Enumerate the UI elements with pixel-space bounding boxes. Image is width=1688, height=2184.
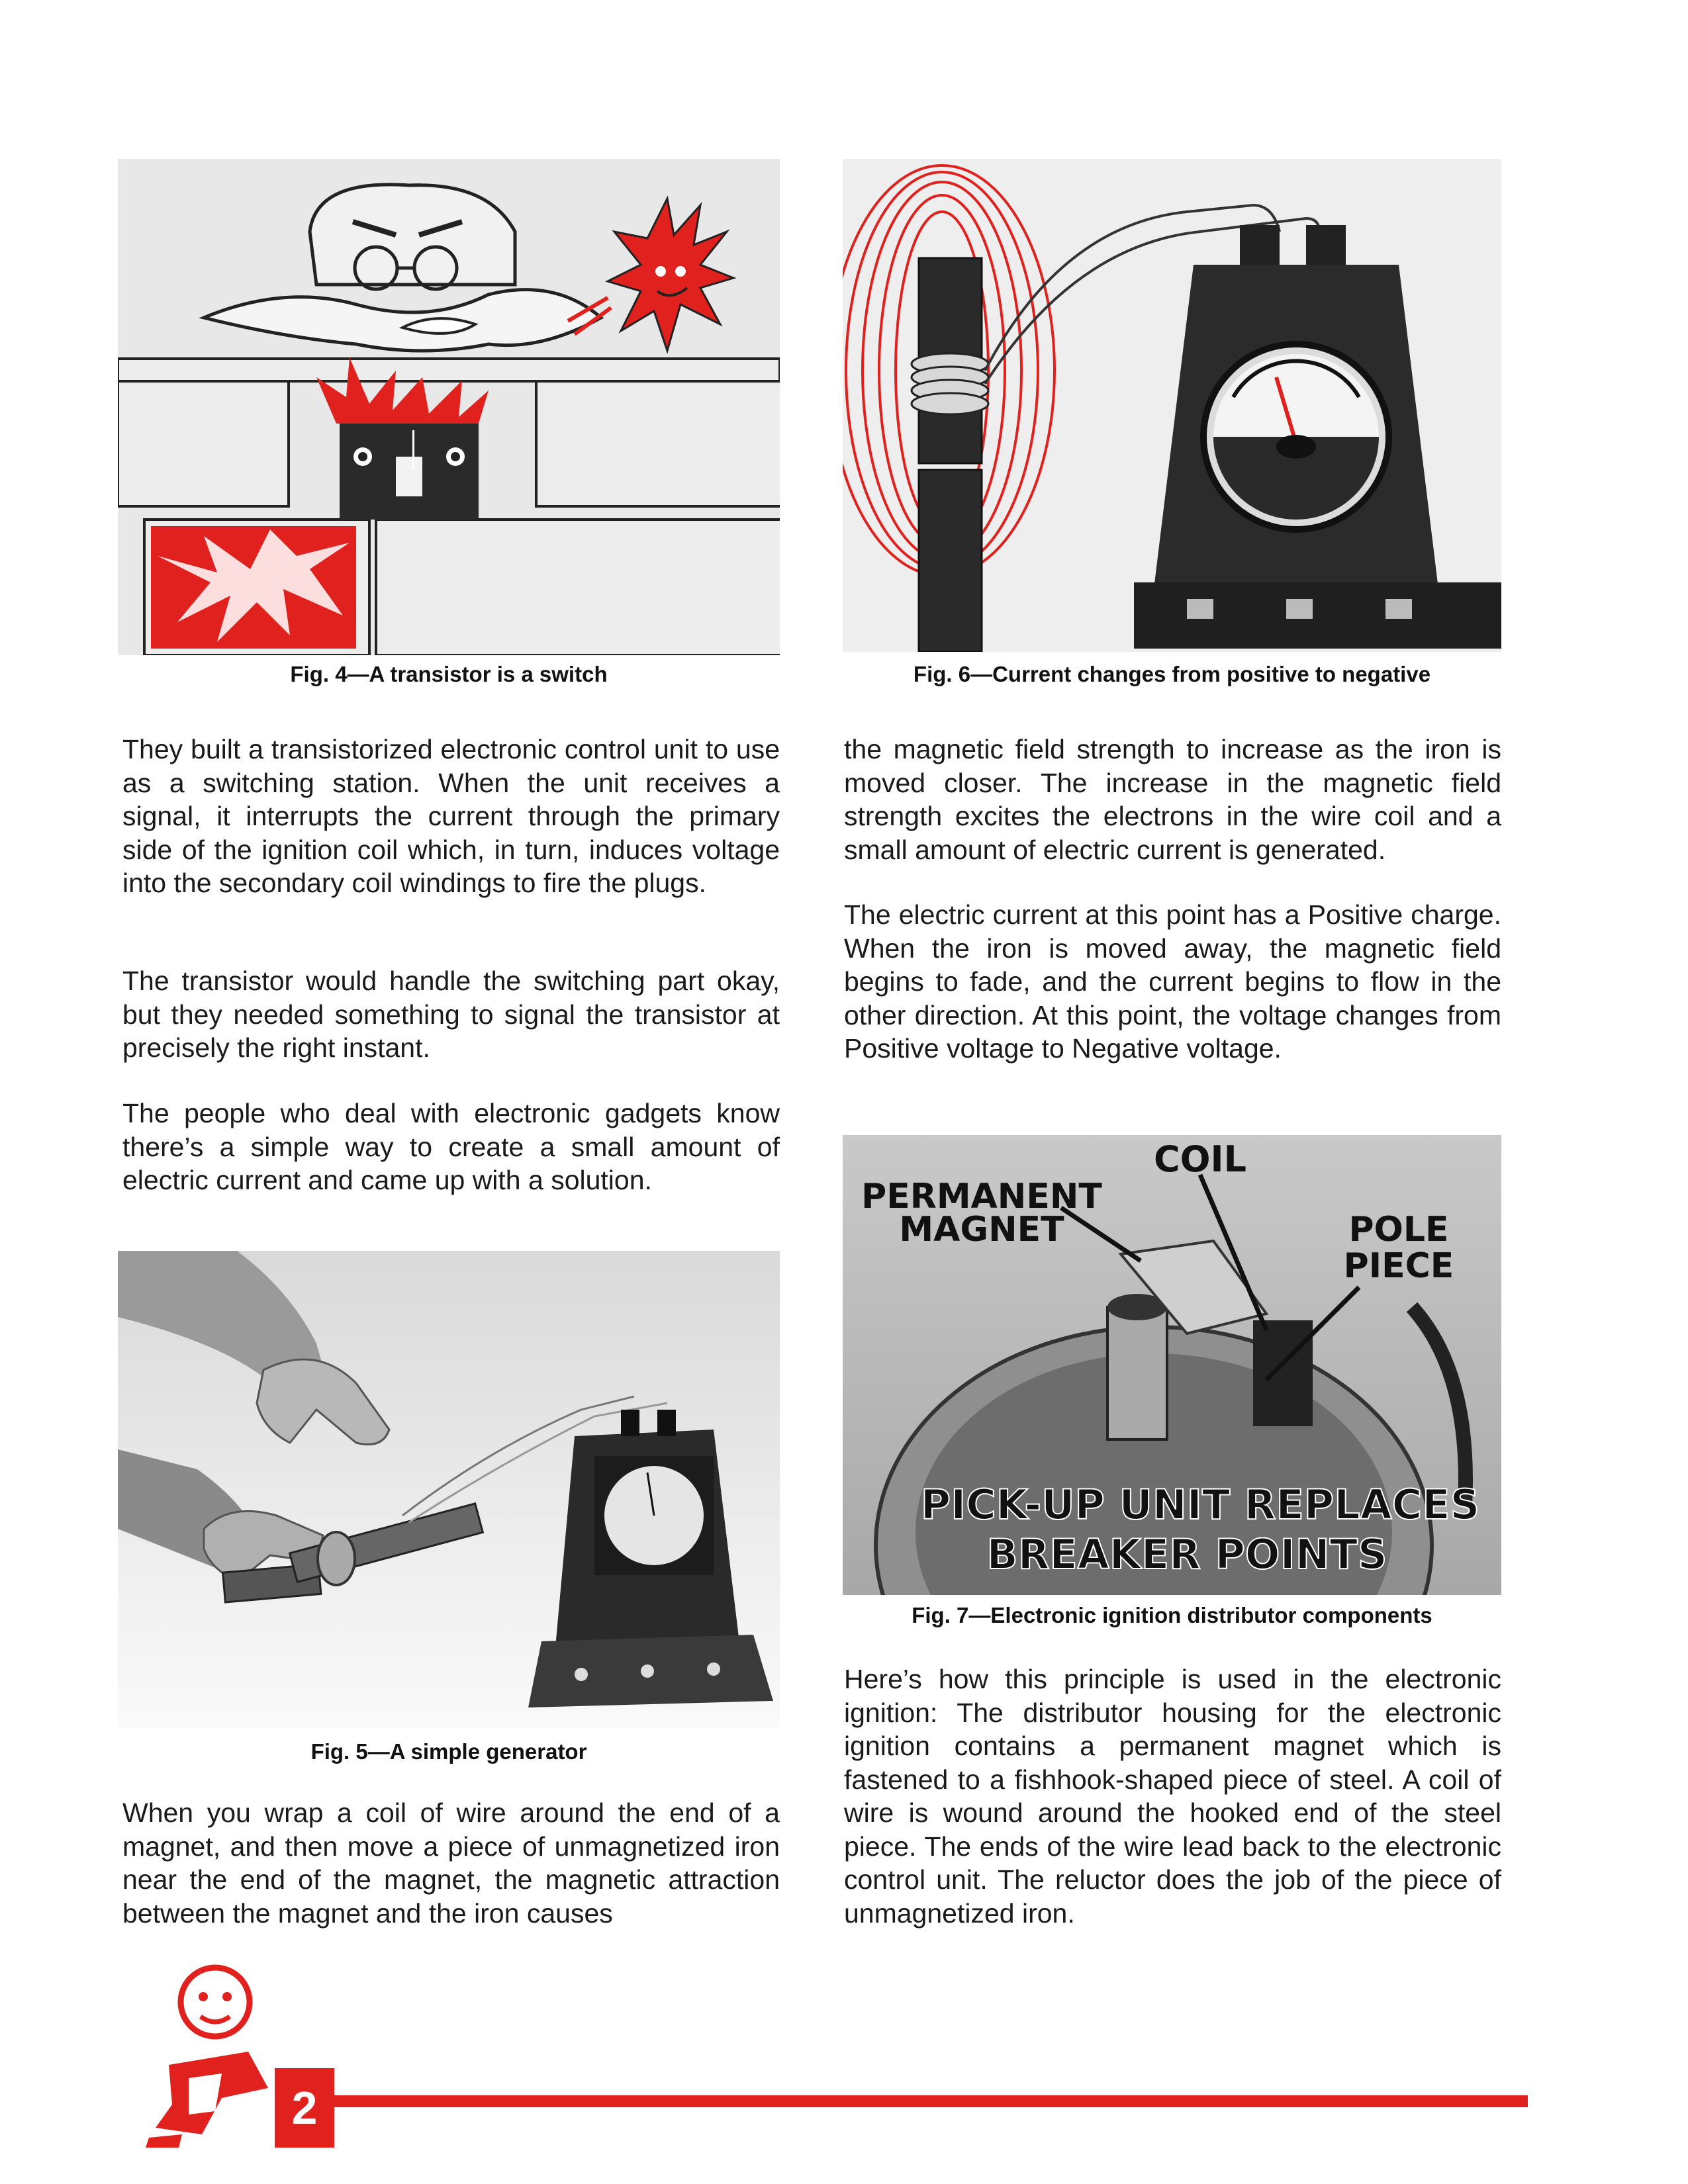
fig6-diagram — [843, 159, 1501, 652]
fig5-scene — [118, 1251, 780, 1727]
fig7-banner-line2: BREAKER POINTS — [986, 1530, 1387, 1578]
fig7-label-permanent: PERMANENT — [861, 1177, 1102, 1216]
left-paragraph-3: The people who deal with electronic gadgets know there’s a simple way to create a small amount of electric current and came up with a solution. — [122, 1098, 780, 1195]
fig5-photo — [118, 1251, 780, 1727]
fig7-banner-line1: PICK-UP UNIT REPLACES — [920, 1480, 1480, 1529]
fig7-label-piece: PIECE — [1343, 1246, 1454, 1286]
left-paragraph-4: When you wrap a coil of wire around the end of a magnet, and then move a piece of unmagnetized iron near the end of the magnet, the magnetic attraction between the magnet and the iron causes — [122, 1797, 780, 1929]
left-paragraph-1: They built a transistorized electronic control unit to use as a switching station. When the unit receives a signal, it interrupts the current through the primary side of the ignition coil which, in turn, induces voltage into the secondary coil windings to fire the plugs. — [122, 734, 780, 898]
fig4-caption: Fig. 4—A transistor is a switch — [290, 662, 608, 686]
fig7-label-magnet: MAGNET — [899, 1210, 1064, 1250]
left-paragraph-2: The transistor would handle the switching part okay, but they needed something to signal the transistor at precisely the right instant. — [122, 966, 780, 1063]
page-number: 2 — [291, 2082, 318, 2134]
fig7-scene — [843, 1135, 1501, 1595]
fig7-photo — [843, 1135, 1501, 1595]
footer-rule — [334, 2095, 1528, 2107]
right-paragraph-2: The electric current at this point has a Positive charge. When the iron is moved away, the magnetic field begins to fade, and the current begins to flow in the other direction. At this point, the voltage changes from Positive voltage to Negative voltage. — [844, 899, 1501, 1064]
right-paragraph-1: the magnetic field strength to increase as the iron is moved closer. The increase in the magnetic field strength excites the electrons in the wire coil and a small amount of electric current is generated. — [844, 734, 1501, 865]
fig4-illustration — [118, 159, 780, 655]
fig6-illustration — [843, 159, 1501, 652]
fig6-caption: Fig. 6—Current changes from positive to negative — [913, 662, 1431, 686]
fig5-caption: Fig. 5—A simple generator — [310, 1739, 587, 1764]
fig7-label-coil: COIL — [1153, 1138, 1247, 1180]
fig7-label-pole: POLE — [1348, 1210, 1449, 1250]
right-paragraph-3: Here’s how this principle is used in the electronic ignition: The distributor housing for the electronic ignition contains a permanent magnet which is fastened to a fishhook-shaped piece of steel. A coil of wire is wound around the hooked end of the steel piece. The ends of the wire lead back to the electronic control unit. The reluctor does the job of the piece of unmagnetized iron. — [844, 1664, 1501, 1929]
fig7-caption: Fig. 7—Electronic ignition distributor components — [912, 1603, 1432, 1627]
fig4-cartoon — [118, 159, 780, 655]
